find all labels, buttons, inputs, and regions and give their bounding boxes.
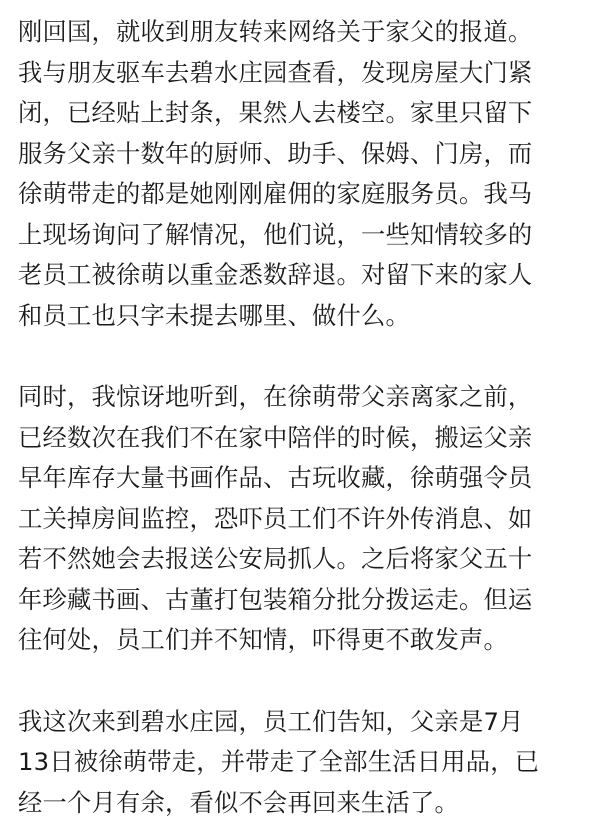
text-line: 老员工被徐萌以重金悉数辞退。对留下来的家人 (18, 260, 533, 289)
text-line: 我这次来到碧水庄园，员工们告知，父亲是7月 (18, 706, 524, 736)
text-line: 13日被徐萌带走，并带走了全部生活日用品，已 (18, 747, 540, 776)
paragraph-2 (18, 377, 584, 661)
text-line: 和员工也只字未提去哪里、做什么。 (18, 300, 410, 330)
text-line: 经一个月有余，看似不会再回来生活了。 (18, 787, 459, 817)
paragraph-gap (18, 661, 584, 702)
text-line: 上现场询问了解情况，他们说，一些知情较多的 (18, 219, 533, 249)
paragraph-gap (18, 336, 584, 377)
text-line: 若不然她会去报送公安局抓人。之后将家父五十 (18, 544, 533, 573)
text-line: 我与朋友驱车去碧水庄园查看，发现房屋大门紧 (18, 57, 533, 87)
text-line: 已经数次在我们不在家中陪伴的时候，搬运父亲 (18, 422, 533, 452)
document-body (18, 12, 584, 823)
text-line: 服务父亲十数年的厨师、助手、保姆、门房，而 (18, 138, 533, 168)
paragraph-3 (18, 702, 584, 824)
text-line: 早年库存大量书画作品、古玩收藏，徐萌强令员 (18, 463, 533, 492)
text-line: 工关掉房间监控，恐吓员工们不许外传消息、如 (18, 503, 533, 533)
text-line: 徐萌带走的都是她刚刚雇佣的家庭服务员。我马 (18, 179, 533, 208)
text-line: 同时，我惊讶地听到，在徐萌带父亲离家之前， (18, 382, 533, 411)
paragraph-1 (18, 12, 584, 336)
text-line: 年珍藏书画、古董打包装箱分批分拨运走。但运 (18, 584, 533, 614)
text-line: 刚回国，就收到朋友转来网络关于家父的报道。 (18, 17, 533, 46)
text-line: 往何处，员工们并不知情，吓得更不敢发声。 (18, 625, 508, 654)
text-line: 闭，已经贴上封条，果然人去楼空。家里只留下 (18, 98, 533, 127)
